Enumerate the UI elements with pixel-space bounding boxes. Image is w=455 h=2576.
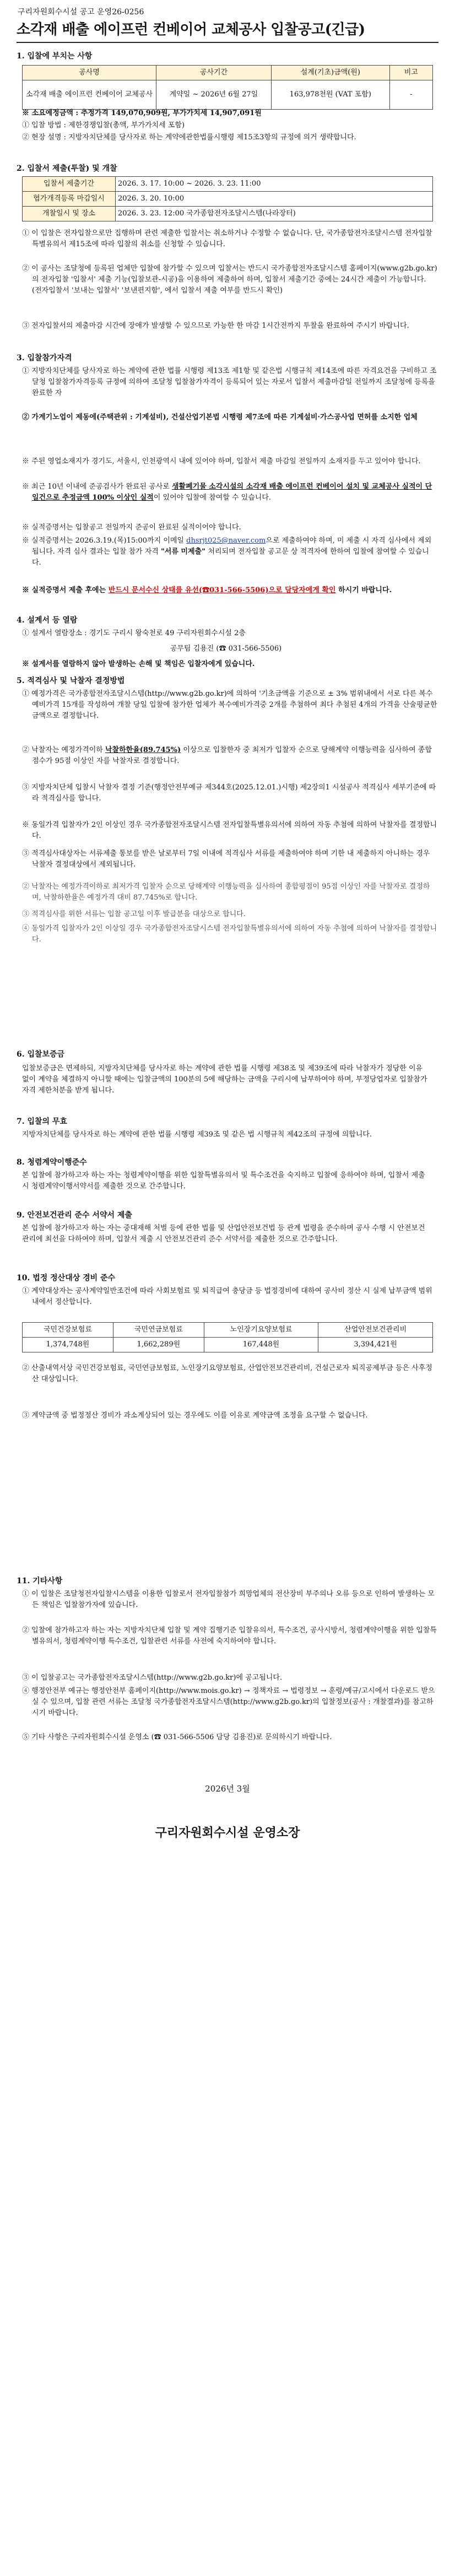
sec5-note: ※ 동일가격 입찰자가 2인 이상인 경우 국가종합전자조달시스템 전자입찰특별유의서에 의하여 자동 추첨에 의하여 낙찰자를 결정합니다. <box>22 821 437 841</box>
section-2-heading: 2. 입찰서 제출(투찰) 및 개찰 <box>17 164 117 173</box>
sec3-note-record <box>22 481 437 504</box>
sec5-item-4: ③ 적격심사대상자는 서류제출 통보를 받은 날로부터 7일 이내에 적격심사 서류를 제출하여야 하며 기한 내 제출하지 아니하는 경우 낙찰자 결정대상에서 제외됩니다. <box>22 849 430 869</box>
cost-value-health: 1,374,748원 <box>23 1338 113 1352</box>
lowest-rate-lead: ② 낙찰자는 예정가격이하 <box>22 746 105 754</box>
schedule-value-price: 2026. 3. 20. 10:00 <box>116 192 433 207</box>
sec11-item-1: ① 이 입찰은 조달청전자입찰시스템을 이용한 입찰로서 전자입찰참가 희망업체의 전산장비 부주의나 오류 등으로 인하여 발생하는 모든 책임은 입찰참가자에 있습니다. <box>22 1590 435 1610</box>
section-1-heading: 1. 입찰에 부치는 사항 <box>17 52 93 61</box>
contract-table <box>22 65 433 110</box>
sec4-note: ※ 설계서를 열람하지 않아 발생하는 손해 및 책임은 입찰자에게 있습니다. <box>22 660 255 668</box>
section-4-heading: 4. 설계서 등 열람 <box>17 616 78 625</box>
sec2-item-1: ① 이 입찰은 전자입찰으로만 집행하며 관련 제출한 입찰서는 취소하거나 수정할 수 없습니다. 단, 국가종합전자조달시스템 전자입찰 특별유의서 제15조에 따라 입찰의 취소를 신청할 수 있습니다. <box>22 229 432 249</box>
sec3-note-location: ※ 주된 영업소재지가 경기도, 서울시, 인천광역시 내에 있어야 하며, 입찰서 제출 마감일 전일까지 소재지를 두고 있어야 합니다. <box>22 457 421 466</box>
title-divider <box>17 42 438 43</box>
issuer-signature: 구리자원회수시설 운영소장 <box>155 1826 300 1840</box>
schedule-label-price: 협가개격등록 마감일시 <box>23 192 116 207</box>
sec11-item-2: ② 입찰에 참가하고자 하는 자는 지방자치단체 입찰 및 계약 집행기준 입찰유의서, 특수조건, 공사시방서, 청렴계약이행을 위한 입찰특별유의서, 청렴계약이행 특수조건, 입찰관련 서류를 사전에 숙지하여야 합니다. <box>22 1626 437 1646</box>
col-header-amount: 설계(기초)금액(원) <box>271 66 389 80</box>
cost-header-safety: 산업안전보건관리비 <box>318 1323 433 1338</box>
sec3-item-1: ① 지방자치단체를 당사자로 하는 계약에 관한 법률 시행령 제13조 제1항 및 같은법 시행규칙 제14조에 따른 자격요건을 구비하고 조달청 입찰참가자격등록 규정에 의하여 조달청 입찰참가자격이 등록되어 있는 자로서 입찰서 제출마감일 전일까지 조달청에 등록을 완료한 자 <box>22 367 437 398</box>
sec4-location: ① 설계서 열람장소 : 경기도 구리시 왕숙천로 49 구리자원회수시설 2층 <box>22 629 246 637</box>
submission-tail: 처리되며 전자입찰 공고문 상 적격자에 한하여 입찰에 참여할 수 있습니다. <box>32 548 429 567</box>
cell-amount: 163,978천원 (VAT 포함) <box>271 80 389 110</box>
lowest-rate-tail: 이상으로 입찰한자 중 최저가 입찰자 순으로 당해계약 이행능력을 심사하여 종합점수가 95점 이상인 자를 낙찰자로 결정합니다. <box>32 746 432 766</box>
sec5-item-2 <box>22 745 437 767</box>
cost-header-longterm: 노인장기요양보험료 <box>204 1323 318 1338</box>
col-header-work-name: 공사명 <box>23 66 156 80</box>
budget-note: ※ 소요예정금액 : 추정가격 149,070,909원, 부가가치세 14,907,091원 <box>22 109 262 117</box>
cost-value-safety: 3,394,421원 <box>318 1338 433 1352</box>
confirm-phone-instruction: 반드시 문서수신 상태를 유선(☎031-566-5506)으로 담당자에게 확인 <box>108 586 336 594</box>
schedule-value-submit: 2026. 3. 17. 10:00 ~ 2026. 3. 23. 11:00 <box>116 177 433 192</box>
cost-value-longterm: 167,448원 <box>204 1338 318 1352</box>
sec10-item-2: ② 산출내역서상 국민건강보험료, 국민연금보험료, 노인장기요양보험료, 산업안전보건관리비, 건설근로자 퇴직공제부금 등은 사후정산 대상입니다. <box>22 1364 432 1384</box>
sec11-item-4: ④ 행정안전부 예규는 행정안전부 홈페이지(http://www.mois.go.kr) → 정책자료 → 법령정보 → 훈령/예규/고시에서 다운로드 받으실 수 있으며, 입찰 관련 서류는 조달청 국가종합전자조달시스템(http://www.g2b.go.kr)의 입찰정보(공사 : 개찰결과)를 참고하시기 바랍니다. <box>22 1687 435 1718</box>
col-header-period: 공사기간 <box>156 66 272 80</box>
submission-email-link[interactable]: dhsrjt025@naver.com <box>186 537 266 545</box>
cost-value-pension: 1,662,289원 <box>113 1338 204 1352</box>
col-header-remarks: 비고 <box>389 66 432 80</box>
cost-header-health: 국민건강보험료 <box>23 1323 113 1338</box>
statutory-cost-table <box>22 1322 433 1352</box>
section-8-heading: 8. 청렴계약이행준수 <box>17 1158 87 1167</box>
notice-number: 구리자원회수시설 공고 운영26-0256 <box>18 8 144 17</box>
section-11-heading: 11. 기타사항 <box>17 1577 63 1585</box>
sec3-note-confirm <box>22 585 437 596</box>
sec11-item-3: ③ 이 입찰공고는 국가종합전자조달시스템(http://www.g2b.go.kr)에 공고됩니다. <box>22 1674 283 1682</box>
cost-header-pension: 국민연금보험료 <box>113 1323 204 1338</box>
sec5-item-extra-1: ② 낙찰자는 예정가격이하로 최저가격 입찰자 순으로 당해계약 이행능력을 심사하여 종합평점이 95점 이상인 자를 낙찰자로 결정하며, 낙찰하한율은 예정가격 대비 87.745%로 합니다. <box>22 883 430 902</box>
sec4-contact: 공무팀 김용진 (☎ 031-566-5506) <box>170 645 282 653</box>
sec6-body: 입찰보증금은 면제하되, 지방자치단체를 당사자로 하는 계약에 관한 법률 시행령 제38조 및 제39조에 따라 낙찰자가 정당한 이유없이 계약을 체결하지 아니할 때에는 입찰금액의 100분의 5에 해당하는 금액을 구리시에 납부하여야 하며, 부정당업자로 입찰참가자격 제한처분을 받게 됩니다. <box>22 1064 427 1095</box>
confirm-lead: ※ 실적증명서 제출 후에는 <box>22 586 109 594</box>
sec7-body: 지방자치단체를 당사자로 하는 계약에 관한 법률 시행령 제39조 및 같은 법 시행규칙 제42조의 규정에 의합니다. <box>22 1130 372 1139</box>
confirm-tail: 하시기 바랍니다. <box>335 586 392 594</box>
submission-lead: ※ 실적증명서는 2026.3.19.(목)15:00까지 이메일 <box>22 537 187 545</box>
sec2-item-3: ③ 전자입찰서의 제출마감 시간에 장애가 발생할 수 있으므로 가능한 한 마감 1시간전까지 투찰을 완료하여 주시기 바랍니다. <box>22 322 409 330</box>
section-7-heading: 7. 입찰의 무효 <box>17 1117 67 1126</box>
schedule-table <box>22 176 433 221</box>
sec3-note-completion: ※ 실적증명서는 입찰공고 전일까지 준공이 완료된 실적이어야 합니다. <box>22 523 241 532</box>
schedule-label-opening: 개찰일시 및 장소 <box>23 207 116 221</box>
sec3-note-submission <box>22 535 437 569</box>
notice-date: 2026년 3월 <box>205 1784 250 1794</box>
record-lead: ※ 최근 10년 이내에 준공검사가 완료된 공사로 <box>22 483 172 491</box>
bid-method: ① 입찰 방법 : 제한경쟁입찰(총액, 부가가치세 포함) <box>22 121 185 129</box>
record-requirement: 생활폐기물 소각시설의 소각재 배출 에이프런 컨베이어 설치 및 교체공사 실적이 단일건으로 추정금액 100% 이상인 실적 <box>32 483 432 502</box>
sec5-item-3: ③ 지방자치단체 입찰시 낙찰자 결정 기준(행정안전부예규 제344호(2025.12.01.)시행) 제2장의1 시설공사 적격심사 세부기준에 따라 적격심사를 합니다. <box>22 783 436 803</box>
record-tail: 이 있어야 입찰에 참여할 수 있습니다. <box>153 494 272 502</box>
submission-mid: 으로 제출하여야 하며, 미 제출 시 자격 심사에서 제외됩니다. 자격 심사 결과는 입찰 참가 자격 <box>32 537 432 556</box>
sec10-item-3: ③ 계약금액 중 법정정산 경비가 과소계상되어 있는 경우에도 이를 이유로 계약금액 조정을 요구할 수 없습니다. <box>22 1411 368 1420</box>
sec3-item-2: ② 가계기노업이 제동에(주택관위 : 기계설비), 건설산업기본법 시행령 제7조에 따른 기계설비·가스공사업 면허를 소지한 업체 <box>22 413 418 421</box>
schedule-value-opening: 2026. 3. 23. 12:00 국가종합전자조달시스템(나라장터) <box>116 207 433 221</box>
lowest-rate: 낙찰하한율(89.745%) <box>105 746 181 754</box>
section-9-heading: 9. 안전보건관리 준수 서약서 제출 <box>17 1211 132 1220</box>
site-briefing: ② 현장 설명 : 지방자치단체를 당사자로 하는 계약에관한법률시행령 제15조3항의 규정에 의거 생략합니다. <box>22 133 356 142</box>
section-6-heading: 6. 입찰보증금 <box>17 1050 65 1059</box>
sec2-item-2: ② 이 공사는 조달청에 등록된 업체만 입찰에 참가할 수 있으며 입찰서는 반드시 국가종합전자조달시스템 홈페이지(www.g2b.go.kr)의 전자입찰 '입찰서' 제출 기능(입찰보관-시공)을 이용하여 제출하여 하며, 입찰서 제출기간 중에는 24시간 제출이 가능합니다. (전자입찰서 '보내는 입찰서' '보낸편지함', 에서 입찰서 제출 여부를 반드시 확인) <box>22 264 437 295</box>
submission-missing: "서류 미제출" <box>161 548 208 556</box>
sec9-body: 본 입찰에 참가하고자 하는 자는 중대재해 처벌 등에 관한 법률 및 산업안전보건법 등 관계 법령을 준수하며 공사 수행 시 안전보건관리에 최선을 다하여야 하며, 입찰서 제출 시 안전보건관리 준수 서약서를 제출한 것으로 간주합니다. <box>22 1224 425 1244</box>
cell-remarks: - <box>389 80 432 110</box>
section-10-heading: 10. 법정 정산대상 경비 준수 <box>17 1274 116 1282</box>
sec5-item-1: ① 예정가격은 국가종합전자조달시스템(http://www.g2b.go.kr)에 의하여 '기초금액을 기준으로 ± 3% 범위내에서 서로 다른 복수예비가격 15개를 작성하여 개찰 당일 입찰에 참가한 업체가 복수예비가격중 2개를 추첨하여 최다 추첨된 4개의 가격을 산술평균한 금액으로 결정합니다. <box>22 690 437 721</box>
sec5-item-extra-2: ③ 적격심사를 위한 서류는 입찰 공고일 이후 발급분을 대상으로 합니다. <box>22 910 246 918</box>
page-title: 소각재 배출 에이프런 컨베이어 교체공사 입찰공고(긴급) <box>17 21 365 38</box>
sec5-item-extra-3: ④ 동일가격 입찰자가 2인 이상일 경우 국가종합전자조달시스템 전자입찰특별유의서에 의하여 자동 추첨에 의하여 낙찰자를 결정합니다. <box>22 924 437 944</box>
schedule-label-submit: 입찰서 제출기간 <box>23 177 116 192</box>
sec10-item-1: ① 계약대상자는 공사계약일반조건에 따라 사회보험료 및 퇴직급여 충당금 등 법정경비에 대하여 공사비 정산 시 실제 납부금액 범위 내에서 정산합니다. <box>22 1287 432 1307</box>
section-3-heading: 3. 입찰참가자격 <box>17 354 72 362</box>
cell-work-name: 소각재 배출 에이프런 컨베이어 교체공사 <box>23 80 156 110</box>
sec8-body: 본 입찰에 참가하고자 하는 자는 청렴계약이행을 위한 입찰특별유의서 및 특수조건을 숙지하고 입찰에 응하여야 하며, 입찰서 제출 시 청렴계약이행서약서를 제출한 것으로 간주합니다. <box>22 1171 425 1191</box>
cell-period: 계약일 ~ 2026년 6월 27일 <box>156 80 272 110</box>
section-5-heading: 5. 적격심사 및 낙찰자 결정방법 <box>17 677 125 685</box>
sec11-item-5: ⑤ 기타 사항은 구리자원회수시설 운영소 (☎ 031-566-5506 담당 김용진)로 문의하시기 바랍니다. <box>22 1733 332 1741</box>
